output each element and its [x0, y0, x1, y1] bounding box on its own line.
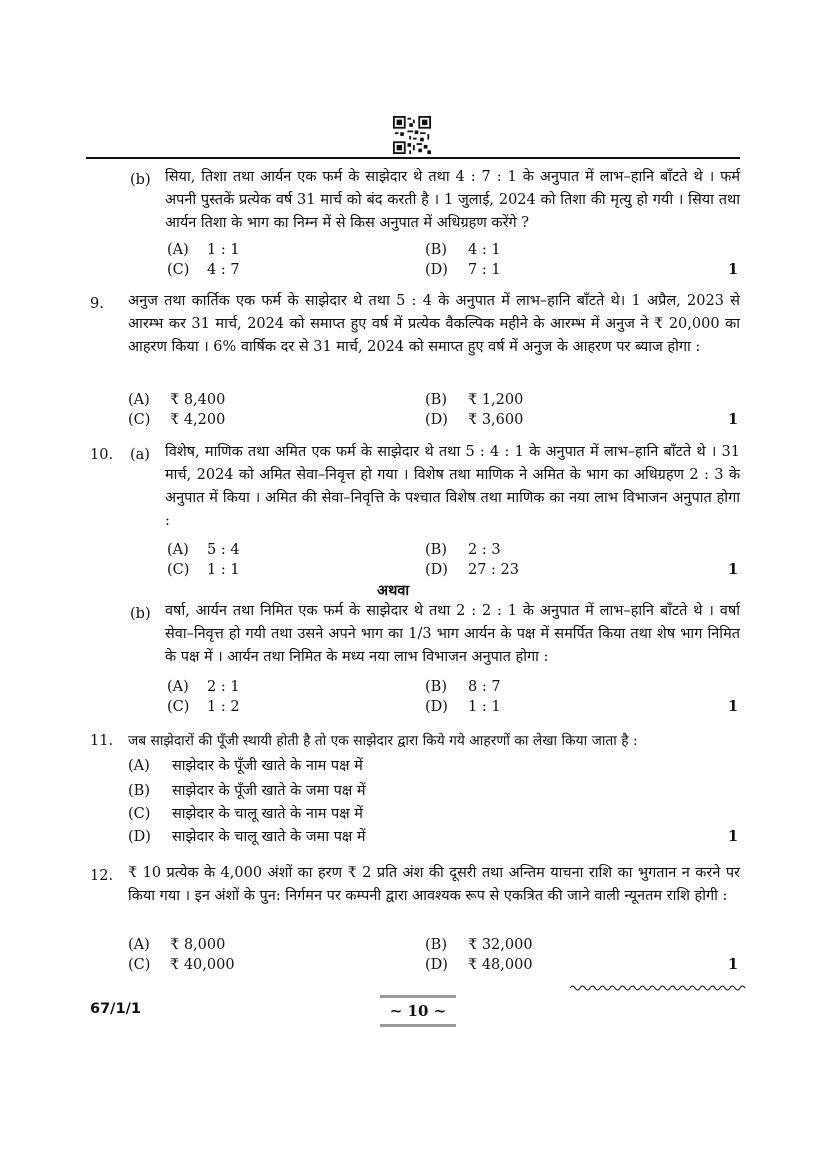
- option-value: 8 : 7: [468, 679, 501, 695]
- marks-label: 1: [728, 261, 739, 278]
- option-key: (D): [425, 262, 448, 278]
- option-key: (A): [128, 392, 150, 408]
- option-key: (C): [167, 699, 190, 715]
- question-number: 10.: [90, 447, 114, 463]
- option-value: 1 : 1: [207, 242, 240, 258]
- option-value: 4 : 7: [207, 262, 240, 278]
- option-key: (A): [167, 242, 189, 258]
- option-key: (C): [167, 262, 190, 278]
- q12-text: ₹ 10 प्रत्येक के 4,000 अंशों का हरण ₹ 2 प्रति अंश की दूसरी तथा अन्तिम याचना राशि का भुगतान न करने पर किया गया । इन अंशों के पुन: निर्गमन पर कम्पनी द्वारा आवश्यक रूप से एकत्रित की जाने वाली न्यूनतम राशि होगी :: [128, 865, 740, 904]
- option-value: 27 : 23: [468, 562, 520, 578]
- option-value: 2 : 3: [468, 542, 501, 558]
- option-key: (D): [425, 412, 448, 428]
- option-key: (C): [128, 957, 151, 973]
- question-number: 12.: [90, 868, 114, 884]
- option-value: 7 : 1: [468, 262, 501, 278]
- option-value: साझेदार के पूँजी खाते के नाम पक्ष में: [172, 758, 363, 774]
- question-number: 9.: [90, 296, 104, 312]
- option-key: (B): [425, 542, 447, 558]
- q11-text: जब साझेदारों की पूँजी स्थायी होती है तो एक साझेदार द्वारा किये गये आहरणों का लेखा किया जाता है :: [128, 733, 638, 749]
- option-key: (A): [128, 937, 150, 953]
- option-value: साझेदार के पूँजी खाते के जमा पक्ष में: [172, 783, 366, 799]
- option-key: (D): [425, 562, 448, 578]
- option-value: 1 : 1: [468, 699, 501, 715]
- option-value: 5 : 4: [207, 542, 240, 558]
- option-key: (C): [128, 806, 151, 822]
- page-number-box: [380, 995, 456, 1029]
- option-value: ₹ 4,200: [170, 412, 226, 428]
- section-end-wavy-line: [570, 983, 746, 993]
- option-key: (D): [425, 957, 448, 973]
- option-value: साझेदार के चालू खाते के नाम पक्ष में: [172, 806, 363, 822]
- option-key: (D): [128, 829, 151, 845]
- option-value: 4 : 1: [468, 242, 501, 258]
- option-value: ₹ 32,000: [468, 937, 533, 953]
- or-divider: अथवा: [377, 582, 410, 599]
- option-key: (B): [128, 783, 150, 799]
- option-value: ₹ 48,000: [468, 957, 533, 973]
- option-value: ₹ 8,000: [170, 937, 226, 953]
- marks-label: 1: [728, 561, 739, 578]
- qr-code-icon: [393, 116, 431, 154]
- question-number: 11.: [90, 733, 114, 749]
- q10b-label: (b): [130, 606, 151, 622]
- option-key: (B): [425, 242, 447, 258]
- option-value: ₹ 3,600: [468, 412, 524, 428]
- page-number-bottom-bar: [380, 1024, 456, 1027]
- marks-label: 1: [728, 698, 739, 715]
- q10a-label: (a): [130, 447, 150, 463]
- page-number-top-bar: [380, 995, 456, 998]
- paper-code: 67/1/1: [90, 1001, 141, 1017]
- q10a-text: विशेष, माणिक तथा अमित एक फर्म के साझेदार थे तथा 5 : 4 : 1 के अनुपात में लाभ–हानि बाँटते थे । 31 मार्च, 2024 को अमित सेवा–निवृत्त हो गया । विशेष तथा माणिक ने अमित के भाग का अधिग्रहण 2 : 3 के अनुपात में किया । अमित की सेवा–निवृत्ति के पश्चात विशेष तथा माणिक का नया लाभ विभाजन अनुपात होगा :: [165, 444, 740, 529]
- option-key: (B): [425, 937, 447, 953]
- marks-label: 1: [728, 956, 739, 973]
- option-value: 1 : 2: [207, 699, 240, 715]
- option-key: (B): [425, 392, 447, 408]
- option-key: (D): [425, 699, 448, 715]
- option-key: (C): [167, 562, 190, 578]
- q8b-text: सिया, तिशा तथा आर्यन एक फर्म के साझेदार थे तथा 4 : 7 : 1 के अनुपात में लाभ–हानि बाँटते थे । फर्म अपनी पुस्तकें प्रत्येक वर्ष 31 मार्च को बंद करती है । 1 जुलाई, 2024 को तिशा की मृत्यु हो गयी । सिया तथा आर्यन तिशा के भाग का निम्न में से किस अनुपात में अधिग्रहण करेंगे ?: [165, 169, 740, 231]
- header-rule: [86, 157, 740, 159]
- option-key: (A): [128, 758, 150, 774]
- option-value: ₹ 40,000: [170, 957, 235, 973]
- option-key: (A): [167, 679, 189, 695]
- marks-label: 1: [728, 828, 739, 845]
- option-key: (B): [425, 679, 447, 695]
- option-value: 1 : 1: [207, 562, 240, 578]
- option-key: (C): [128, 412, 151, 428]
- option-value: ₹ 8,400: [170, 392, 226, 408]
- option-value: साझेदार के चालू खाते के जमा पक्ष में: [172, 829, 366, 845]
- option-value: ₹ 1,200: [468, 392, 524, 408]
- q8b-label: (b): [130, 172, 151, 188]
- marks-label: 1: [728, 411, 739, 428]
- option-value: 2 : 1: [207, 679, 240, 695]
- page-number: ~ 10 ~: [389, 1002, 447, 1020]
- q10b-text: वर्षा, आर्यन तथा निमित एक फर्म के साझेदार थे तथा 2 : 2 : 1 के अनुपात में लाभ–हानि बाँटते थे । वर्षा सेवा–निवृत्त हो गयी तथा उसने अपने भाग का 1/3 भाग आर्यन के पक्ष में समर्पित किया तथा शेष भाग निमित के पक्ष में । आर्यन तथा निमित के मध्य नया लाभ विभाजन अनुपात होगा :: [165, 603, 740, 665]
- option-key: (A): [167, 542, 189, 558]
- q9-text: अनुज तथा कार्तिक एक फर्म के साझेदार थे तथा 5 : 4 के अनुपात में लाभ–हानि बाँटते थे। 1 अप्रैल, 2023 से आरम्भ कर 31 मार्च, 2024 को समाप्त हुए वर्ष में प्रत्येक वैकल्पिक महीने के आरम्भ में अनुज ने ₹ 20,000 का आहरण किया । 6% वार्षिक दर से 31 मार्च, 2024 को समाप्त हुए वर्ष में अनुज के आहरण पर ब्याज होगा :: [128, 293, 740, 355]
